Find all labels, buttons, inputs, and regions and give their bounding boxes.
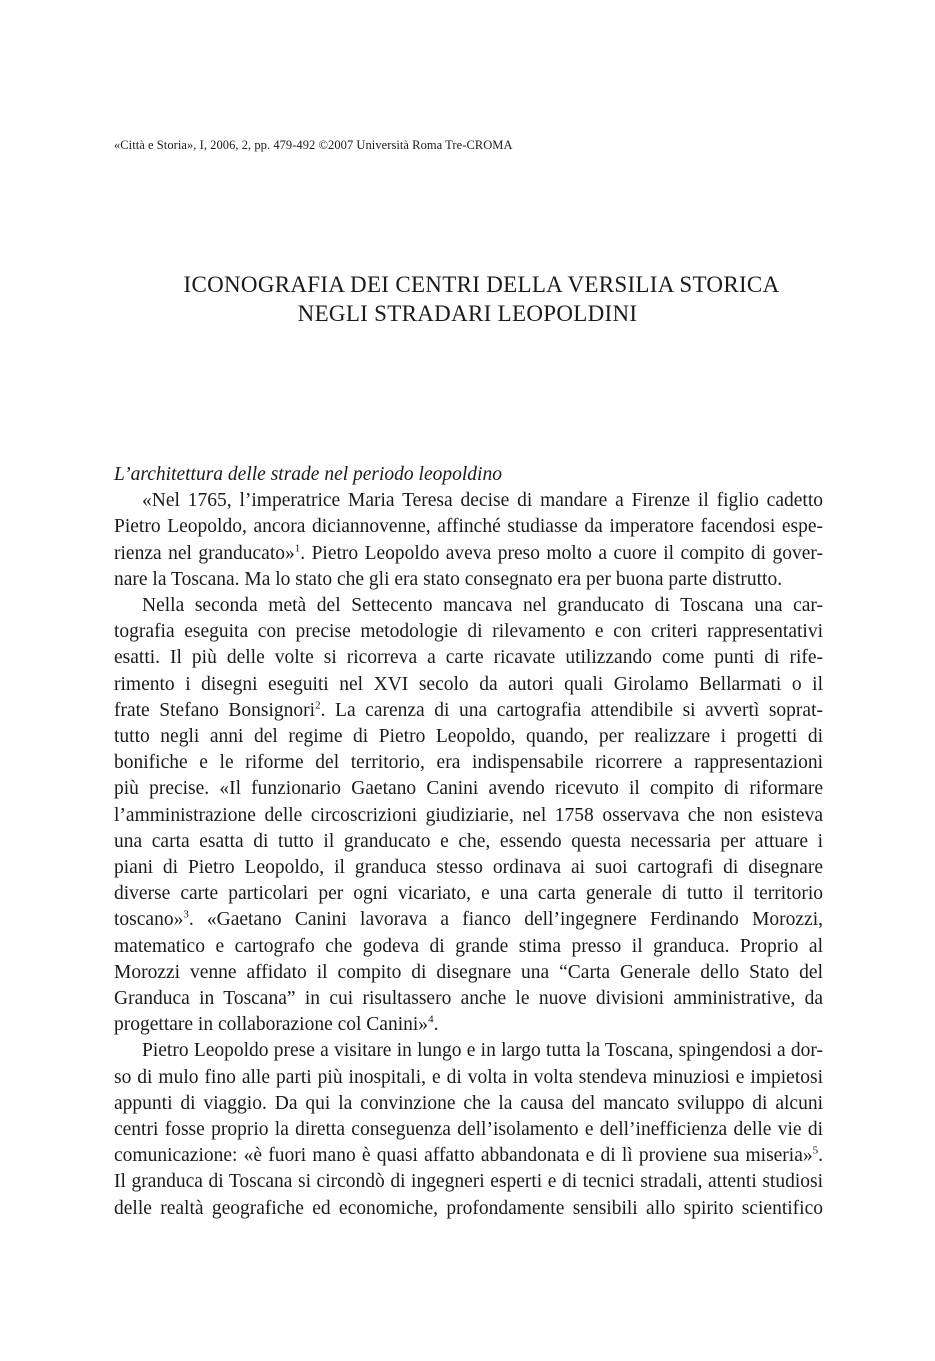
text-line: nare la Toscana. Ma lo stato che gli era stato consegnato era per buona parte distrutto.	[114, 568, 783, 590]
footnote-marker: 3	[183, 908, 189, 921]
text-line: «Nel 1765, l’imperatrice Maria Teresa decise di mandare a Firenze il figlio cadetto	[142, 490, 823, 512]
paragraph	[114, 1038, 823, 1221]
text-line: più precise. «Il funzionario Gaetano Canini avendo ricevuto il compito di riformare	[114, 778, 823, 800]
text-line: rienza nel granducato»$^1$. Pietro Leopoldo aveva preso molto a cuore il compito di gover-	[114, 542, 823, 564]
article-title-line-2: NEGLI STRADARI LEOPOLDINI	[297, 301, 638, 326]
text-line: tutto negli anni del regime di Pietro Leopoldo, quando, per realizzare i progetti di	[114, 726, 823, 748]
text-line: toscano»$^3$. «Gaetano Canini lavorava a fianco dell’ingegnere Ferdinando Morozzi,	[114, 908, 823, 931]
footnote-marker: 2	[315, 699, 321, 712]
text-line: Nella seconda metà del Settecento mancava nel granducato di Toscana una car-	[142, 595, 823, 617]
text-line: l’amministrazione delle circoscrizioni giudiziarie, nel 1758 osservava che non esisteva	[114, 804, 823, 826]
text-line: diverse carte particolari per ogni vicariato, e una carta generale di tutto il territorio	[114, 883, 823, 905]
paragraph	[114, 488, 823, 593]
text-line: appunti di viaggio. Da qui la convinzione che la causa del mancato sviluppo di alcuni	[114, 1092, 823, 1114]
text-line: frate Stefano Bonsignori$^2$. La carenza di una cartografia attendibile si avvertì soprat-	[114, 699, 823, 721]
text-line: Pietro Leopoldo, ancora diciannovenne, affinché studiasse da imperatore facendosi espe-	[114, 516, 823, 538]
text-line: matematico e cartografo che godeva di grande stima presso il granduca. Proprio al	[114, 935, 823, 957]
paragraph	[114, 593, 823, 1038]
footnote-marker: 5	[812, 1144, 819, 1157]
text-line: delle realtà geografiche ed economiche, profondamente sensibili allo spirito scientifico	[114, 1197, 823, 1219]
footnote-marker: 1	[294, 542, 301, 555]
text-line: tografia eseguita con precise metodologie di rilevamento e con criteri rappresentativi	[114, 621, 823, 643]
text-line: Il granduca di Toscana si circondò di ingegneri esperti e di tecnici stradali, attenti studiosi	[114, 1171, 823, 1193]
text-line: una carta esatta di tutto il granducato e che, essendo questa necessaria per attuare i	[114, 830, 823, 852]
text-line: esatti. Il più delle volte si ricorreva a carte ricavate utilizzando come punti di rife-	[114, 647, 823, 669]
text-line: Morozzi venne affidato il compito di disegnare una “Carta Generale dello Stato del	[114, 961, 823, 983]
article-title-line-1: ICONOGRAFIA DEI CENTRI DELLA VERSILIA STORICA	[183, 272, 780, 297]
footnote-marker: 4	[428, 1013, 434, 1026]
text-line: Pietro Leopoldo prese a visitare in lungo e in largo tutta la Toscana, spingendosi a dor-	[142, 1040, 823, 1062]
text-line: bonifiche e le riforme del territorio, era indispensabile ricorrere a rappresentazioni	[114, 752, 823, 774]
text-line: centri fosse proprio la diretta conseguenza dell’isolamento e dell’inefficienza delle vie di	[114, 1119, 823, 1141]
text-line: piani di Pietro Leopoldo, il granduca stesso ordinava ai suoi cartografi di disegnare	[114, 857, 823, 879]
text-line: progettare in collaborazione col Canini»$^4$.	[114, 1013, 439, 1036]
article-body	[114, 462, 823, 1222]
running-header: «Città e Storia», I, 2006, 2, pp. 479-492 ©2007 Università Roma Tre-CROMA	[114, 138, 513, 152]
text-line: comunicazione: «è fuori mano è quasi affatto abbandonata e di lì proviene sua miseria»$^5$.	[114, 1144, 823, 1167]
text-line: Granduca in Toscana” in cui risultassero anche le nuove divisioni amministrative, da	[114, 988, 823, 1010]
paragraphs-container	[114, 488, 823, 1222]
text-line: rimento i disegni eseguiti nel XVI secolo da autori quali Girolamo Bellarmati o il	[114, 673, 823, 695]
text-line: so di mulo fino alle parti più inospitali, e di volta in volta stendeva minuziosi e impietosi	[114, 1066, 823, 1088]
article-title	[0, 270, 935, 328]
section-heading: L’architettura delle strade nel periodo leopoldino	[114, 464, 502, 485]
